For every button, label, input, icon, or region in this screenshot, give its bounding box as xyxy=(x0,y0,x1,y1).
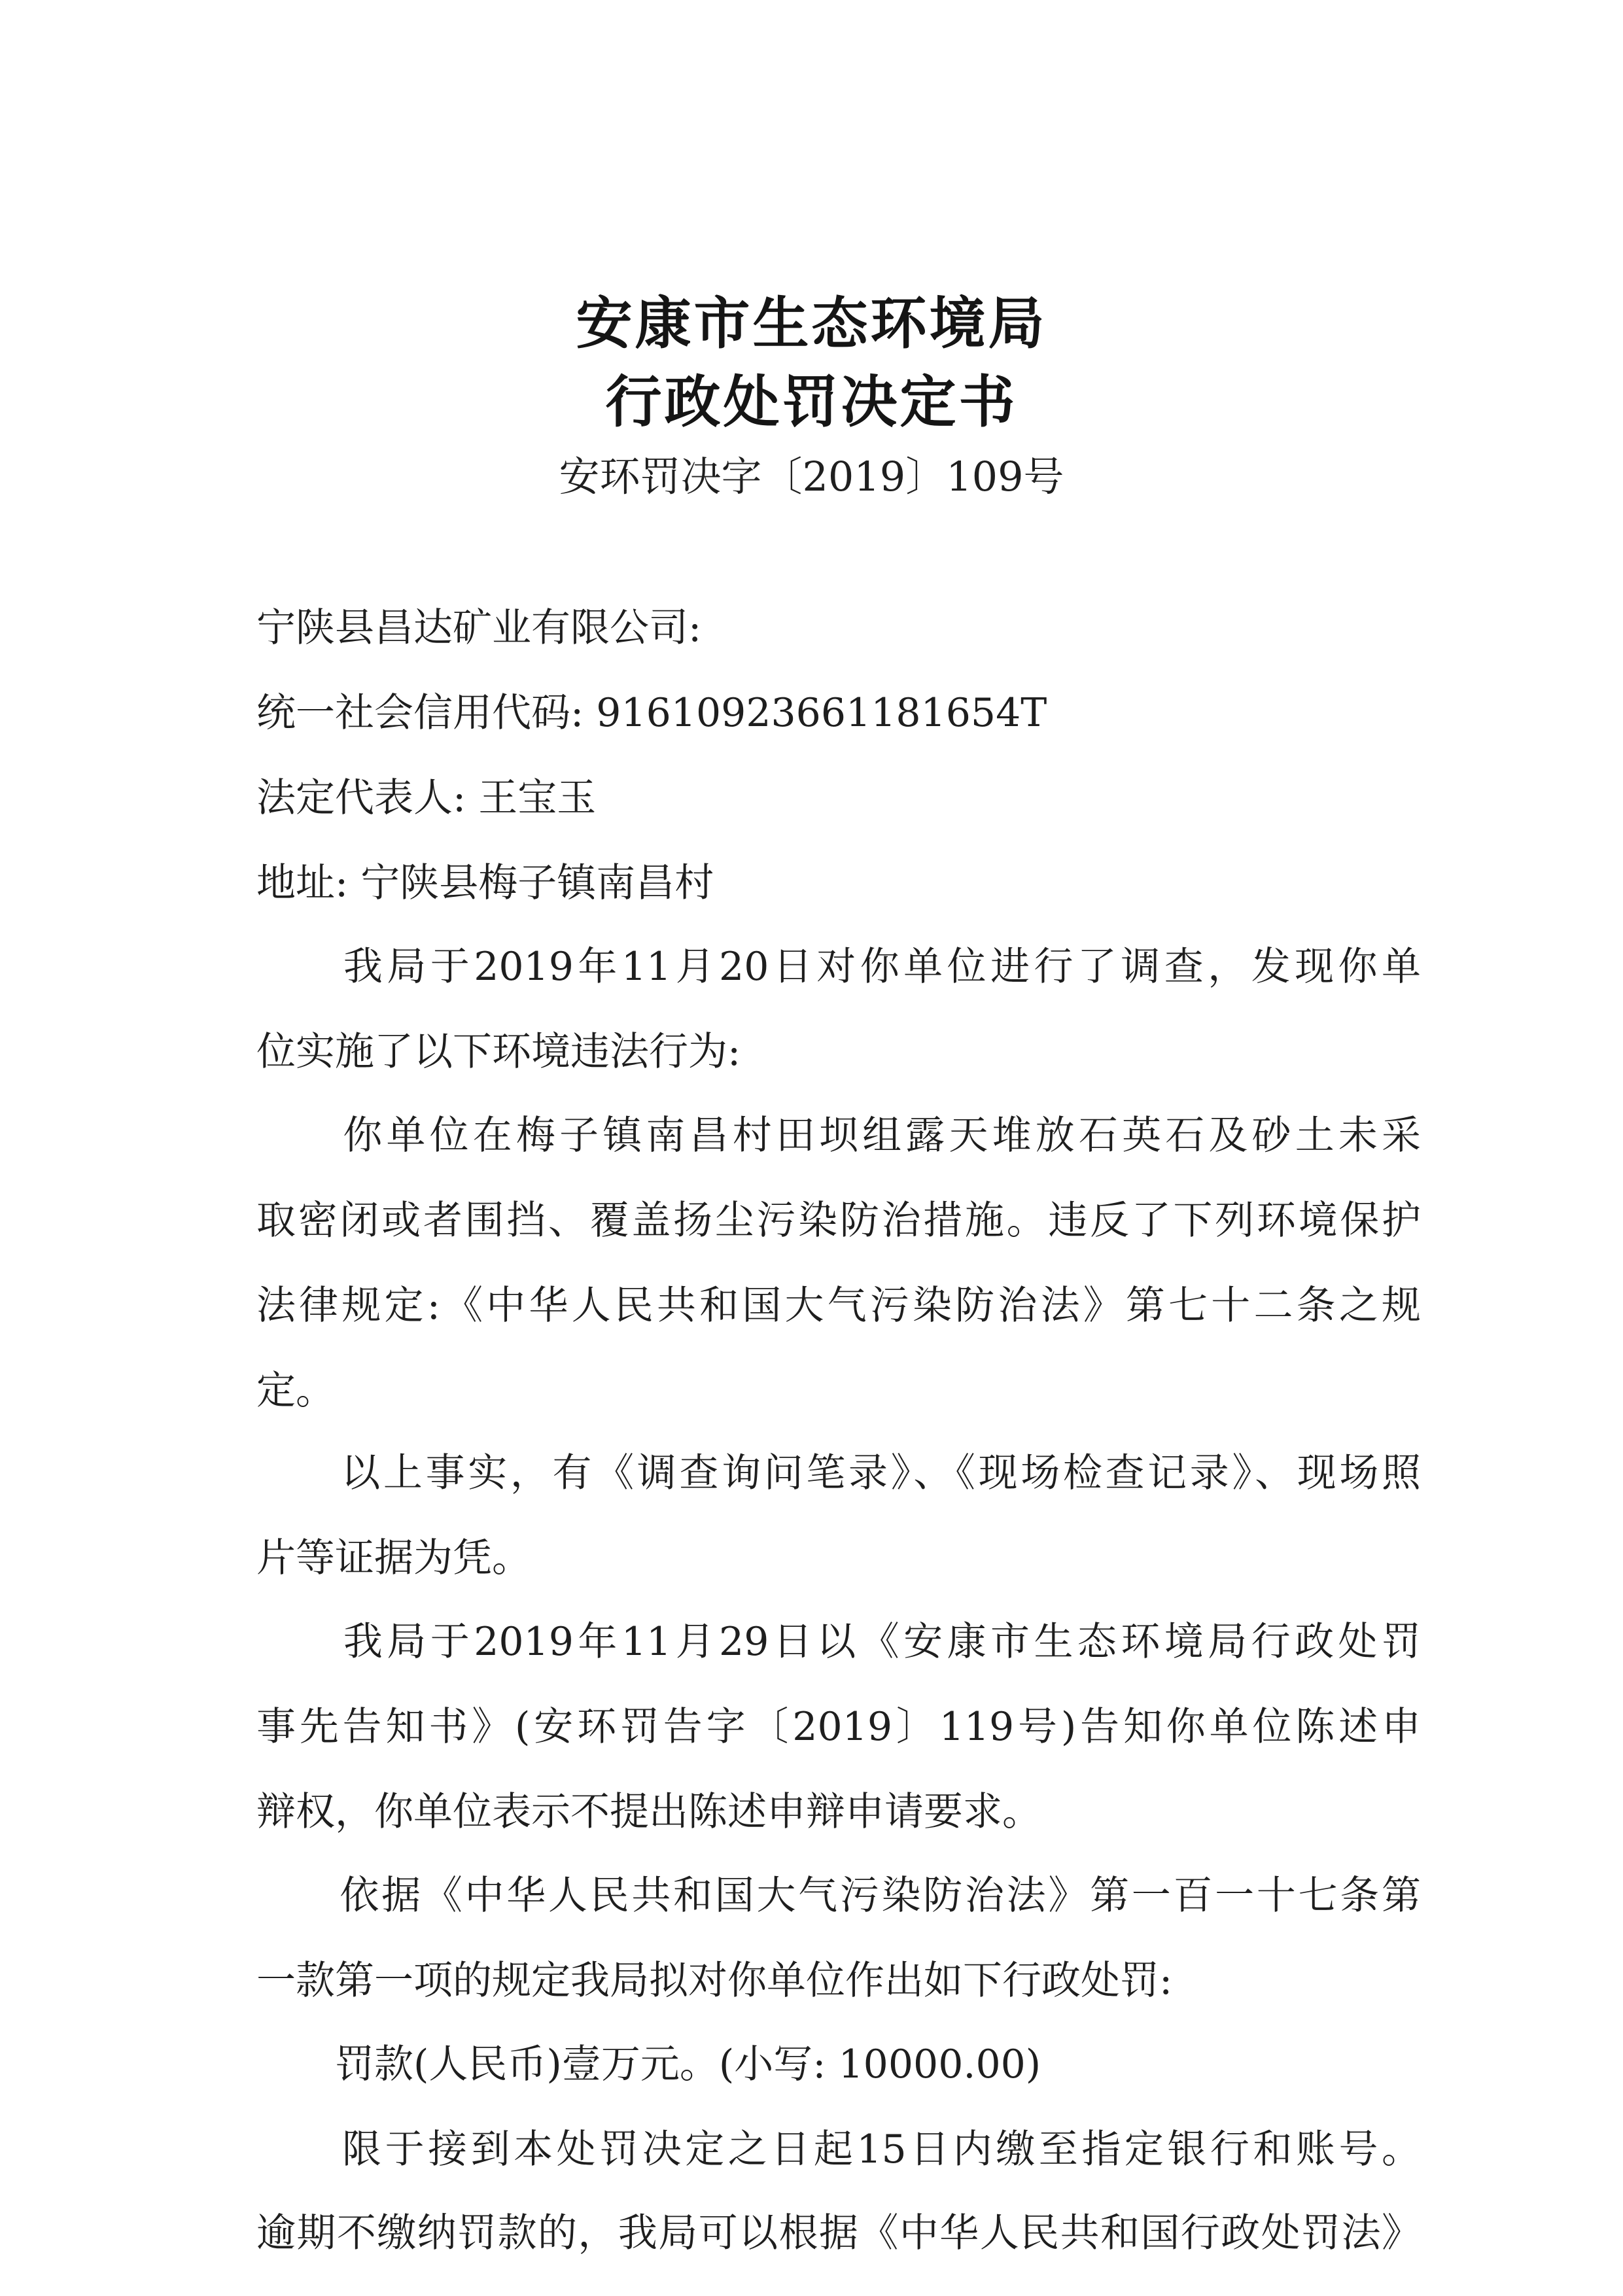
body-line: 取密闭或者围挡、覆盖扬尘污染防治措施。违反了下列环境保护 xyxy=(256,1198,1421,1244)
party-name: 宁陕县昌达矿业有限公司: xyxy=(256,605,702,651)
credit-code: 统一社会信用代码: 91610923661181654T xyxy=(256,690,1047,736)
body-line: 限于接到本处罚决定之日起15日内缴至指定银行和账号。 xyxy=(256,2127,1421,2172)
body-line: 事先告知书》(安环罚告字〔2019〕119号)告知你单位陈述申 xyxy=(256,1704,1421,1750)
body-line: 法律规定:《中华人民共和国大气污染防治法》第七十二条之规 xyxy=(256,1283,1421,1329)
body-line: 逾期不缴纳罚款的，我局可以根据《中华人民共和国行政处罚法》 xyxy=(256,2210,1421,2256)
body-line: 我局于2019年11月20日对你单位进行了调查，发现你单 xyxy=(256,944,1421,990)
body-line: 我局于2019年11月29日以《安康市生态环境局行政处罚 xyxy=(256,1619,1421,1665)
document-number: 安环罚决字〔2019〕109号 xyxy=(559,453,1064,500)
body-line: 定。 xyxy=(256,1368,335,1414)
body-line: 位实施了以下环境违法行为: xyxy=(256,1029,741,1075)
legal-representative: 法定代表人: 王宝玉 xyxy=(256,775,597,821)
body-line: 依据《中华人民共和国大气污染防治法》第一百一十七条第 xyxy=(256,1873,1421,1919)
document-type-title: 行政处罚决定书 xyxy=(605,369,1018,435)
body-line: 片等证据为凭。 xyxy=(256,1535,531,1581)
body-line: 辩权，你单位表示不提出陈述申辩申请要求。 xyxy=(256,1789,1041,1835)
body-line: 一款第一项的规定我局拟对你单位作出如下行政处罚: xyxy=(256,1958,1173,2004)
body-line: 以上事实，有《调查询问笔录》、《现场检查记录》、现场照 xyxy=(256,1450,1421,1496)
party-address: 地址: 宁陕县梅子镇南昌村 xyxy=(256,860,714,906)
agency-title: 安康市生态环境局 xyxy=(576,290,1047,357)
penalty-amount: 罚款(人民币)壹万元。(小写: 10000.00) xyxy=(256,2042,1041,2087)
body-line: 你单位在梅子镇南昌村田坝组露天堆放石英石及砂土未采 xyxy=(256,1113,1421,1158)
